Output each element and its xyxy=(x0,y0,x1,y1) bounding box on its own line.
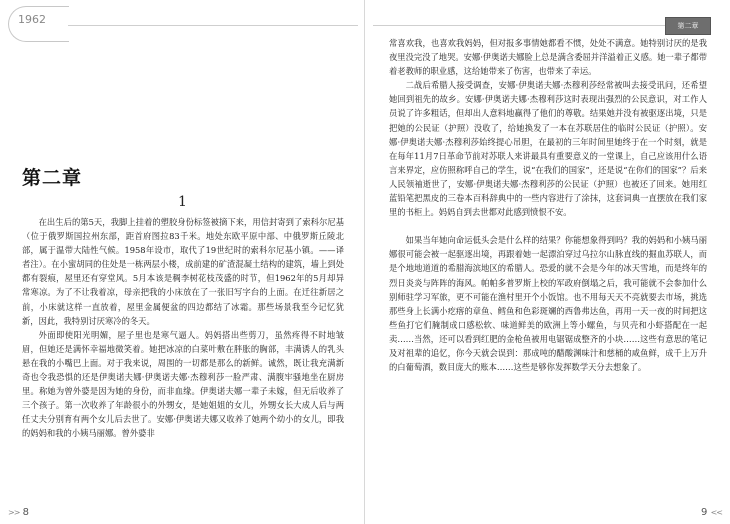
paragraph: 外面即使阳光明媚，屋子里也是寒气逼人。妈妈搭出些剪刀，虽然疼得不时地皱眉，但她还是满怀幸福地微笑着。她把冰凉的白菜叶敷在胖胀的胸部，丰满诱人的乳头悬在我的小嘴巴上面。对于我来说，周围的一切都是那么的新鲜。诚然，既让我充满新奇也令我恐惧的还是伊奥诺夫娜·伊奥诺夫娜·杰穆利莎一脸严肃、满腹牢骚地坐在厨房里。称她为曾外婆是因为她的身份，而非血缘。伊奥诺夫娜一辈子未嫁，但无后收养了三个孩子。第一次收养了年龄很小的外甥女，是她姐姐的女儿，外甥女长大成人后与两任丈夫分别育有两个女儿后去世了。安娜·伊奥诺夫娜又收养了她两个幼小的女儿，即我的妈妈和我的小姨马丽娜。曾外婆非 xyxy=(22,329,344,439)
header-rule xyxy=(68,25,358,26)
next-arrows[interactable]: << xyxy=(710,508,722,517)
header-year: 1962 xyxy=(18,13,46,26)
chapter-tab: 第二章 xyxy=(665,17,711,35)
page-number-left: 8 xyxy=(22,507,29,518)
left-footer xyxy=(8,507,29,518)
left-body-text xyxy=(22,215,344,441)
prev-arrows[interactable]: >> xyxy=(8,508,20,517)
right-body-text xyxy=(389,36,707,374)
chapter-title: 第二章 xyxy=(22,167,83,189)
paragraph: 如果当年她向命运低头会是什么样的结果？你能想象得到吗？我的妈妈和小姨马丽娜很可能会被一起驱逐出境，再跟着她一起漂泊穿过乌拉尔山脉直线的掘血苏联人，而是个地地道道的希腊海滨地区的希腊人。恐爱的就不会是今年的冰天雪地，而是终年的烈日炎炎与阵阵的海风。帕帕多普罗斯上校的军政府倒塌之后，我可能就不会参加什么别师驻学习军旅，更不可能在渔村里开个小饭馆。也不用每天天不亮就要去市场，挑选那些身上长满小疙瘩的章鱼、鳕鱼和色彩斑斓的西鲁弗达鱼，再用一天一夜的时间把这些鱼打它们腌制成口感松软、味道鲜美的欧洲上等小螺鱼，与贝壳和小虾搭配在一起卖……当然，还可以看到红肥的金枪鱼被用电锯锯成整齐的小块……这些有意思的笔记及对祖辈的追忆，你今天就会误到：那成吨的醋酸渊味汁和慈桶的咸鱼鲜，成千上万升的白葡萄酒，数目庞大的账本……这些是够你发挥数学天分去想象了。 xyxy=(389,235,707,373)
section-number: 1 xyxy=(178,194,187,210)
page-number-right: 9 xyxy=(701,507,708,518)
paragraph: 在出生后的第5天，我脚上挂着的塑胶身份标签被摘下来，用信封寄到了索科尔尼基（位于俄罗斯国拉州东部，距首府图拉83千米。地处东欧平原中部、中俄罗斯丘陵北部，属于温带大陆性气候。1958年设市，取代了19世纪时的索科尔尼基小镇。——译者注）。在小蜜胡同的住处是一栋两层小楼，成前建的矿渣混凝土结构的建筑，墙上到处都有裂痕，屋里还有穿堂风。5月本该是稠李树花枝茂盛的时节，但1962年的5月却异常寒凉。为了不让我着凉，母亲把我的小床放在了一张旧写字台的上面。在迁往新居之前，小床就这样一直放着，屋里金属便盆的四边都结了冰霜。那些场景我至今记忆犹新，因此，我特别讨厌寒冷的冬天。 xyxy=(22,217,344,326)
paragraph: 常喜欢我，也喜欢我妈妈，但对报多事情她都看不惯，处处不满意。她特别讨厌的是我夜里没完没了地哭。安娜·伊奥诺夫娜脸上总是满含委屈并洋溢着正义感。她一辈子都带着老教师的职业感，这给她带来了伤害，也带来了幸运。 xyxy=(389,38,707,77)
right-page xyxy=(365,0,730,524)
header-rule xyxy=(373,25,675,26)
paragraph: 二战后希腊人接受调查，安娜·伊奥诺夫娜·杰穆利莎经常被叫去接受讯问，还希望她回到祖先的故乡。安娜·伊奥诺夫娜·杰穆利莎这时表现出强烈的公民意识，对工作人员说了许多粗话，但却出人意料地赢得了他们的尊敬。结果她并没有被驱逐出境，只是把她的公民证（护照）没收了，给她换发了一本在苏联居住的临时公民证（护照）。安娜·伊奥诺夫娜·杰穆利莎始终提心吊胆，在最初的三年时间里她终于在一个时刻，就是在每年11月7日革命节前对苏联人来讲最具有重要意义的一堂课上，自己应该用什么语言来界定，应仿照称呼自己的学生，说“在我们的国家”，还是说“在你们的国家”？后来人民领袖逝世了，安娜·伊奥诺夫娜·杰穆利莎的公民证（护照）也被还了回来。她用红蓝铅笔把黑皮的三卷本百科辞典中的一些内容进行了涂抹，这套词典一直摆放在我们家里的书柜上。妈妈自到去世都对此感到愤恨不安。 xyxy=(389,80,707,218)
right-footer xyxy=(701,507,722,518)
